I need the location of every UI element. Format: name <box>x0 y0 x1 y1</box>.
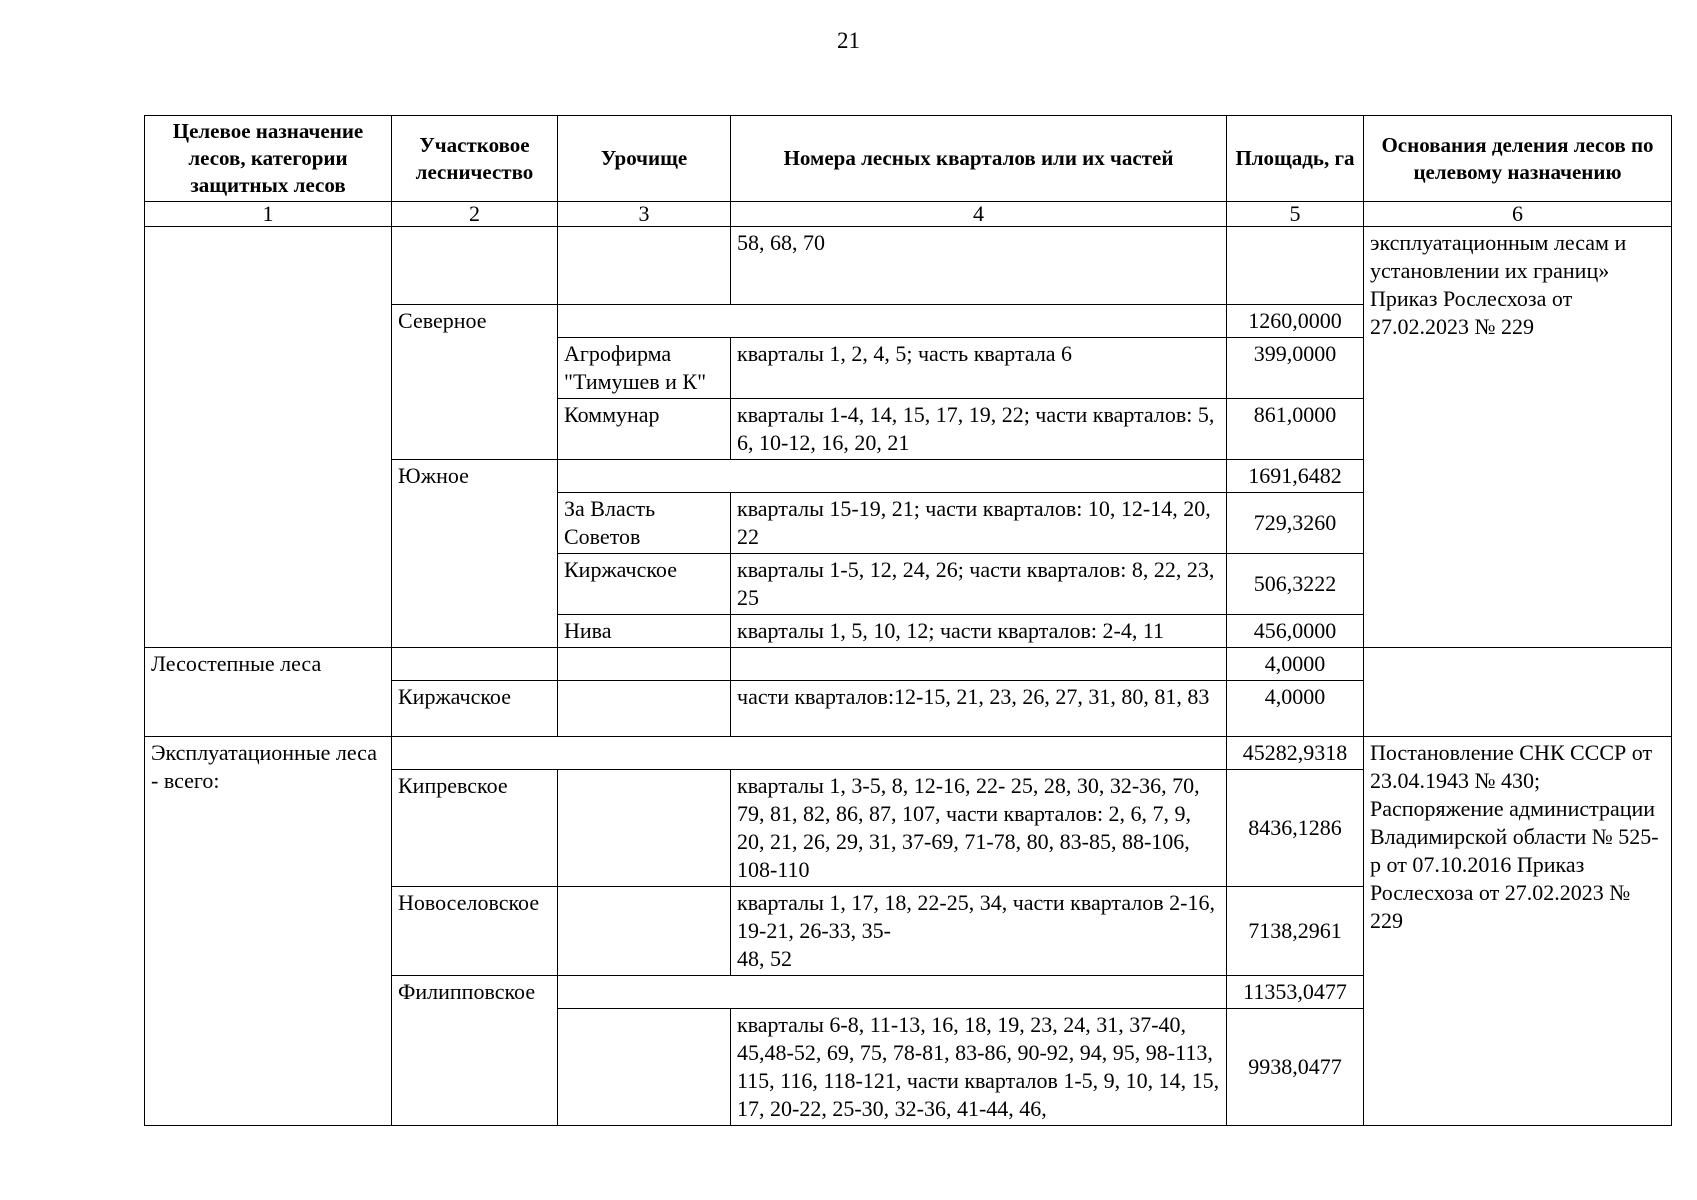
quarters-cell: кварталы 6-8, 11-13, 16, 18, 19, 23, 24, 31, 37-40, 45,48-52, 69, 75, 78-81, 83-86, 90-92, 94, 95, 98-113, 115, 116, 118-121, части кварталов 1-5, 9, 10, 14, 15, 17, 20-22, 25-30, 32-36, 41-44, 46, <box>731 1008 1227 1125</box>
col-header-district: Участковое лесничество <box>392 116 558 202</box>
table-row <box>145 227 1672 305</box>
area-cell: 11353,0477 <box>1227 975 1364 1008</box>
column-number-row <box>145 202 1672 227</box>
tract-cell <box>558 680 731 736</box>
area-cell: 1260,0000 <box>1227 305 1364 338</box>
col-header-basis: Основания деления лесов по целевому назначению <box>1364 116 1672 202</box>
merged-cell <box>392 736 1227 769</box>
tract-cell <box>558 886 731 975</box>
tract-cell: Киржачское <box>558 554 731 615</box>
col-number: 3 <box>558 202 731 227</box>
tract-cell: Агрофирма "Тимушев и К" <box>558 338 731 399</box>
col-header-quarters: Номера лесных кварталов или их частей <box>731 116 1227 202</box>
basis-cell: Постановление СНК СССР от 23.04.1943 № 430; Распоряжение администрации Владимирской области № 525-р от 07.10.2016 Приказ Рослесхоза от 27.02.2023 № 229 <box>1364 736 1672 1125</box>
quarters-line: кварталы 1, 17, 18, 22-25, 34, части кварталов 2-16, 19-21, 26-33, 35- <box>737 889 1215 943</box>
col-number: 2 <box>392 202 558 227</box>
tract-cell <box>558 227 731 305</box>
area-cell: 9938,0477 <box>1227 1008 1364 1125</box>
basis-cell: эксплуатационным лесам и установлении их границ» Приказ Рослесхоза от 27.02.2023 № 229 <box>1364 227 1672 648</box>
forest-division-table <box>144 115 1672 648</box>
district-cell: Северное <box>392 305 558 460</box>
area-cell: 861,0000 <box>1227 399 1364 460</box>
area-cell: 456,0000 <box>1227 615 1364 648</box>
col-header-tract: Урочище <box>558 116 731 202</box>
tract-cell <box>558 769 731 886</box>
area-cell: 399,0000 <box>1227 338 1364 399</box>
district-cell: Новоселовское <box>392 886 558 975</box>
area-cell: 4,0000 <box>1227 680 1364 736</box>
col-number: 4 <box>731 202 1227 227</box>
area-cell: 7138,2961 <box>1227 886 1364 975</box>
forest-division-table-lower <box>144 647 1672 1126</box>
tract-cell <box>558 1008 731 1125</box>
area-cell: 45282,9318 <box>1227 736 1364 769</box>
area-cell: 8436,1286 <box>1227 769 1364 886</box>
district-cell: Южное <box>392 460 558 648</box>
purpose-cell <box>145 227 392 648</box>
district-cell <box>392 647 558 680</box>
quarters-cell: кварталы 1, 3-5, 8, 12-16, 22- 25, 28, 30, 32-36, 70, 79, 81, 82, 86, 87, 107, части кварталов: 2, 6, 7, 9, 20, 21, 26, 29, 31, 37-69, 71-78, 80, 83-85, 88-106, 108-110 <box>731 769 1227 886</box>
area-cell: 506,3222 <box>1227 554 1364 615</box>
quarters-cell <box>731 647 1227 680</box>
merged-cell <box>558 305 1227 338</box>
col-number: 6 <box>1364 202 1672 227</box>
tract-cell <box>558 647 731 680</box>
quarters-cell: кварталы 1, 5, 10, 12; части кварталов: 2-4, 11 <box>731 615 1227 648</box>
quarters-cell: части кварталов:12-15, 21, 23, 26, 27, 31, 80, 81, 83 <box>731 680 1227 736</box>
purpose-cell: Эксплуатационные леса - всего: <box>145 736 392 1125</box>
district-cell: Киржачское <box>392 680 558 736</box>
quarters-cell: кварталы 1-4, 14, 15, 17, 19, 22; части кварталов: 5, 6, 10-12, 16, 20, 21 <box>731 399 1227 460</box>
col-number: 5 <box>1227 202 1364 227</box>
page-number: 21 <box>837 28 860 53</box>
table-row <box>145 647 1672 680</box>
tract-cell: Нива <box>558 615 731 648</box>
basis-cell <box>1364 647 1672 736</box>
quarters-cell: кварталы 1-5, 12, 24, 26; части кварталов: 8, 22, 23, 25 <box>731 554 1227 615</box>
quarters-cell: кварталы 1, 2, 4, 5; часть квартала 6 <box>731 338 1227 399</box>
col-header-area: Площадь, га <box>1227 116 1364 202</box>
area-cell: 1691,6482 <box>1227 460 1364 493</box>
quarters-cell <box>731 886 1227 975</box>
merged-cell <box>558 975 1227 1008</box>
col-number: 1 <box>145 202 392 227</box>
merged-cell <box>558 460 1227 493</box>
tract-cell: Коммунар <box>558 399 731 460</box>
tract-cell: За Власть Советов <box>558 493 731 554</box>
quarters-cell: кварталы 15-19, 21; части кварталов: 10, 12-14, 20, 22 <box>731 493 1227 554</box>
area-cell <box>1227 227 1364 305</box>
district-cell: Филипповское <box>392 975 558 1125</box>
area-cell: 729,3260 <box>1227 493 1364 554</box>
area-cell: 4,0000 <box>1227 647 1364 680</box>
quarters-cell: 58, 68, 70 <box>731 227 1227 305</box>
district-cell <box>392 227 558 305</box>
purpose-cell: Лесостепные леса <box>145 647 392 736</box>
table-row <box>145 736 1672 769</box>
col-header-purpose: Целевое назначение лесов, категории защитных лесов <box>145 116 392 202</box>
district-cell: Кипревское <box>392 769 558 886</box>
quarters-line: 48, 52 <box>737 945 792 971</box>
header-row <box>145 116 1672 202</box>
